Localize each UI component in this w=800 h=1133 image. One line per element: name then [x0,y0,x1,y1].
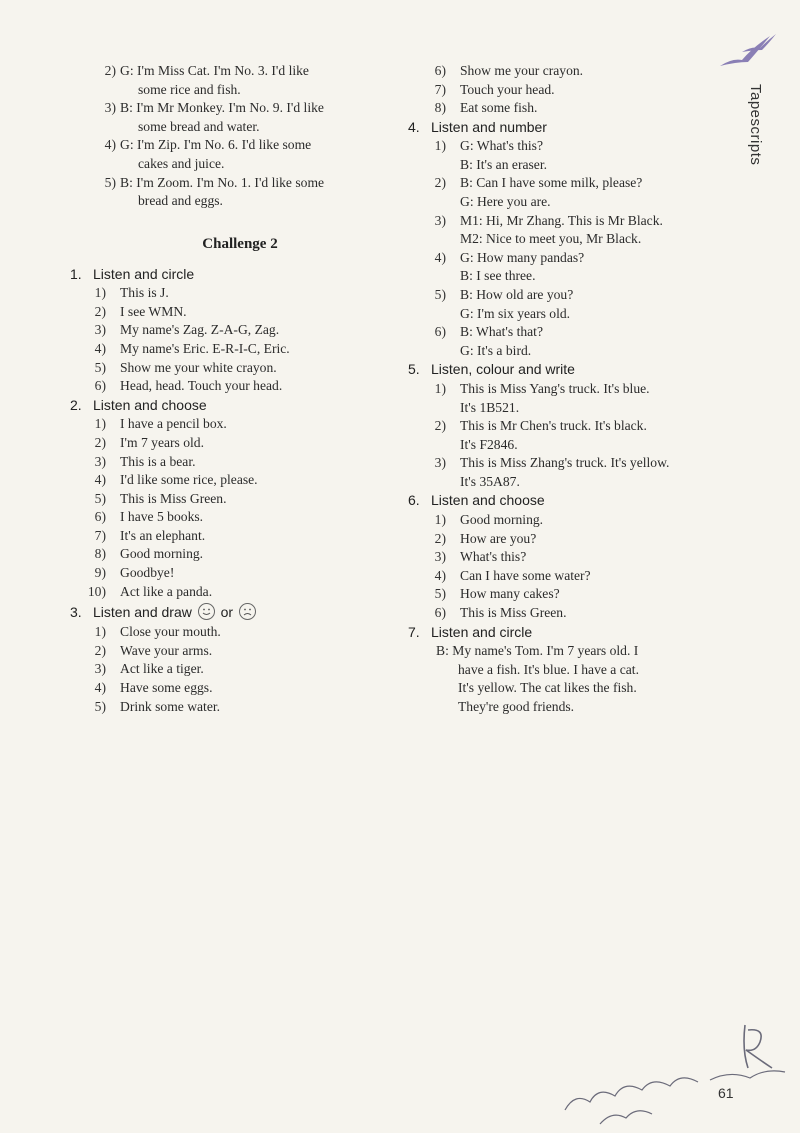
list-item: 4) I'd like some rice, please. [94,472,258,488]
list-item: 1) I have a pencil box. [94,416,227,432]
list-item: 9) Goodbye! [94,565,175,581]
list-item: 2) B: Can I have some milk, please? [434,175,643,191]
list-item: 1) Good morning. [434,511,544,527]
list-item: 4) Have some eggs. [94,680,213,696]
list-item: 7) Touch your head. [434,81,555,97]
list-item: 1) Close your mouth. [94,624,221,640]
list-item: 2) I see WMN. [94,303,187,319]
list-item: 1) This is J. [94,285,169,301]
cloud-decoration-icon [560,1020,800,1130]
birds-icon [712,28,782,78]
list-item-cont: It's 1B521. [460,399,520,415]
section-heading: 4. Listen and number [408,118,547,135]
list-item: 3) My name's Zag. Z-A-G, Zag. [94,322,280,338]
list-item: 2) Wave your arms. [94,642,213,658]
list-item: 4) My name's Eric. E-R-I-C, Eric. [94,341,290,357]
smiley-face-icon [198,603,215,620]
paragraph-line: They're good friends. [458,698,575,714]
paragraph-line: It's yellow. The cat likes the fish. [458,680,637,696]
list-item: 8) Eat some fish. [434,100,538,116]
list-item: 5) This is Miss Green. [94,490,227,506]
list-item: 3) What's this? [434,549,527,565]
list-item-cont: G: I'm six years old. [460,305,571,321]
side-tab-label: Tapescripts [747,84,764,166]
left-top-list [70,62,380,211]
list-item-cont: G: It's a bird. [460,342,532,358]
list-item-cont: B: I see three. [460,268,536,284]
list-item: 5) B: How old are you? [434,287,574,303]
list-item: 2) I'm 7 years old. [94,434,204,450]
section-heading: 7. Listen and circle [408,623,533,640]
list-item-cont: cakes and juice. [138,155,225,171]
list-item: 1) This is Miss Yang's truck. It's blue. [434,380,650,396]
list-item-cont: It's 35A87. [460,473,520,489]
list-item: 3) This is a bear. [94,453,196,469]
challenge-heading: Challenge 2 [202,235,278,252]
list-item: 1) G: What's this? [434,138,543,154]
right-column [408,62,708,716]
list-item: 5) Show me your white crayon. [94,359,277,375]
list-item: 2) How are you? [434,530,537,546]
list-item: 4) G: I'm Zip. I'm No. 6. I'd like some [104,137,312,153]
list-item: 6) This is Miss Green. [434,604,567,620]
list-item: 4) Can I have some water? [434,567,591,583]
list-item: 6) Head, head. Touch your head. [94,378,283,394]
list-item: 4) G: How many pandas? [434,249,585,265]
list-item: 2) This is Mr Chen's truck. It's black. [434,418,647,434]
list-item-cont: G: Here you are. [460,194,551,210]
paragraph-line: have a fish. It's blue. I have a cat. [458,661,639,677]
page-number: 61 [718,1085,734,1101]
paragraph-line: B: My name's Tom. I'm 7 years old. I [436,643,639,659]
section-heading: 1. Listen and circle [70,265,195,282]
list-item-cont: some rice and fish. [138,81,241,97]
list-item: 7) It's an elephant. [94,527,206,543]
section-heading: 3. Listen and draw or [70,601,380,623]
section-heading: 5. Listen, colour and write [408,361,575,378]
list-item-cont: some bread and water. [138,118,260,134]
list-item: 3) B: I'm Mr Monkey. I'm No. 9. I'd like [104,100,324,116]
list-item: 5) B: I'm Zoom. I'm No. 1. I'd like some [104,174,325,190]
sad-face-icon [239,603,256,620]
list-item-cont: M2: Nice to meet you, Mr Black. [460,231,642,247]
list-item: 8) Good morning. [94,546,204,562]
list-item: 5) How many cakes? [434,586,560,602]
list-item: 3) M1: Hi, Mr Zhang. This is Mr Black. [434,212,663,228]
list-item: 10) Act like a panda. [87,583,213,599]
list-item-cont: It's F2846. [460,436,518,452]
list-item: 2) G: I'm Miss Cat. I'm No. 3. I'd like [104,63,309,78]
list-item-cont: B: It's an eraser. [460,156,548,172]
list-item: 6) Show me your crayon. [434,63,584,78]
list-item-cont: bread and eggs. [138,193,223,209]
left-column [70,62,380,716]
section-heading: 6. Listen and choose [408,492,545,509]
section-heading: 2. Listen and choose [70,396,207,413]
list-item: 6) B: What's that? [434,324,543,340]
list-item: 3) Act like a tiger. [94,661,204,677]
list-item: 6) I have 5 books. [94,509,204,525]
list-item: 5) Drink some water. [94,698,221,714]
list-item: 3) This is Miss Zhang's truck. It's yellow. [434,455,670,471]
